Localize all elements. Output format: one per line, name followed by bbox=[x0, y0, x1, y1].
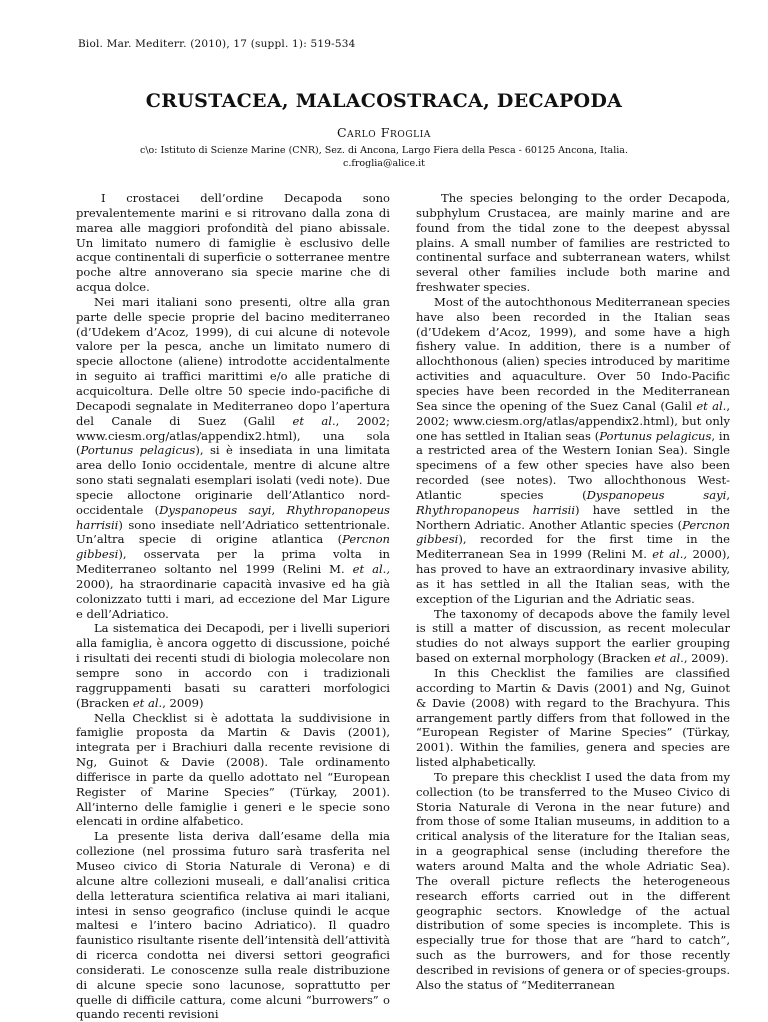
author-name: Carlo Froglia bbox=[336, 125, 432, 140]
italian-paragraph-3: La sistematica dei Decapodi, per i livelli superiori alla famiglia, è ancora oggetto di discussione, poiché i risultati dei recenti studi di biologia molecolare non sempre sono in accordo con i tradizionali raggruppamenti basati su caratteri morfologici (Bracken et al., 2009) bbox=[76, 621, 390, 710]
author-email[interactable]: c.froglia@alice.it bbox=[343, 158, 425, 169]
italian-paragraph-5: La presente lista deriva dall’esame della mia collezione (nel prossima futuro sarà trasferita nel Museo civico di Storia Naturale di Verona) e di alcune altre collezioni museali, e dall’analisi critica della letteratura scientifica relativa ai mari italiani, intesi in senso geografico (incluse quindi le acque maltesi e l’intero bacino Adriatico). Il quadro faunistico risultante risente dell’intensità dell’attività di ricerca condotta nei diversi settori geografici considerati. Le conoscenze sulla reale distribuzione di alcune specie sono lacunose, soprattutto per quelle di difficile cattura, come alcuni “burrowers” o quando recenti revisioni bbox=[76, 829, 390, 1022]
english-paragraph-3: The taxonomy of decapods above the family level is still a matter of discussion, as recent molecular studies do not always support the earlier grouping based on external morphology (Bracken et al., 2009). bbox=[416, 606, 730, 666]
journal-citation: Biol. Mar. Mediterr. (2010), 17 (suppl. 1): 519-534 bbox=[78, 38, 356, 50]
english-text-column bbox=[416, 191, 731, 992]
italian-paragraph-4: Nella Checklist si è adottata la suddivisione in famiglie proposta da Martin & Davis (2001), integrata per i Brachiuri dalla recente revisione di Ng, Guinot & Davie (2008). Tale ordinamento differisce in parte da quello adottato nel “European Register of Marine Species” (Türkay, 2001). All’interno delle famiglie i generi e le specie sono elencati in ordine alfabetico. bbox=[76, 710, 390, 829]
english-paragraph-1: The species belonging to the order Decapoda, subphylum Crustacea, are mainly marine and are found from the tidal zone to the deepest abyssal plains. A small number of families are restricted to continental surface and subterranean waters, whilst several other families include both marine and freshwater species. bbox=[416, 191, 730, 295]
affiliation bbox=[0, 144, 768, 170]
italian-paragraph-1: I crostacei dell’ordine Decapoda sono prevalentemente marini e si ritrovano dalla zona di marea alle maggiori profondità del piano abissale. Un limitato numero di famiglie è esclusivo delle acque continentali di superficie o sotterranee mentre poche altre annoverano sia specie marine che di acqua dolce. bbox=[76, 191, 390, 295]
english-paragraph-5: To prepare this checklist I used the data from my collection (to be transferred to the Museo Civico di Storia Naturale di Verona in the near future) and from those of some Italian museums, in addition to a critical analysis of the literature for the Italian seas, in a geographical sense (including therefore the waters around Malta and the whole Adriatic Sea). The overall picture reflects the heterogeneous research efforts carried out in the different geographic sectors. Knowledge of the actual distribution of some species is incomplete. This is especially true for those that are “hard to catch”, such as the burrowers, and for those recently described in revisions of genera or of species-groups. Also the status of “Mediterranean bbox=[416, 769, 730, 992]
english-paragraph-2: Most of the autochthonous Mediterranean species have also been recorded in the Italian seas (d’Udekem d’Acoz, 1999), and some have a high fishery value. In addition, there is a number of allochthonous (alien) species introduced by maritime activities and aquaculture. Over 50 Indo-Pacific species have been recorded in the Mediterranean Sea since the opening of the Suez Canal (Galil et al., 2002; www.ciesm.org/atlas/appendix2.html), but only one has settled in Italian seas (Portunus pelagicus, in a restricted area of the Western Ionian Sea). Single specimens of a few other species have also been recorded (see notes). Two allochthonous West-Atlantic species (Dyspanopeus sayi, Rhythropanopeus harrisii) have settled in the Northern Adriatic. Another Atlantic species (Percnon gibbesi), recorded for the first time in the Mediterranean Sea in 1999 (Relini M. et al., 2000), has proved to have an extraordinary invasive ability, as it has settled in all the Italian seas, with the exception of the Ligurian and the Adriatic seas. bbox=[416, 294, 731, 606]
article-title: CRUSTACEA, MALACOSTRACA, DECAPODA bbox=[145, 90, 623, 112]
affiliation-address: c\o: Istituto di Scienze Marine (CNR), Sez. di Ancona, Largo Fiera della Pesca - 60125 Ancona, Italia. bbox=[140, 145, 628, 156]
italian-text-column bbox=[76, 191, 390, 1022]
italian-paragraph-2: Nei mari italiani sono presenti, oltre alla gran parte delle specie proprie del bacino mediterraneo (d’Udekem d’Acoz, 1999), di cui alcune di notevole valore per la pesca, anche un limitato numero di specie alloctone (aliene) introdotte accidentalmente in seguito ai traffici marittimi e/o alle pratiche di acquicoltura. Delle oltre 50 specie indo-pacifiche di Decapodi segnalate in Mediterraneo dopo l’apertura del Canale di Suez (Galil et al., 2002; www.ciesm.org/atlas/appendix2.html), una sola (Portunus pelagicus), si è insediata in una limitata area dello Ionio occidentale, mentre di alcune altre sono stati segnalati esemplari isolati (vedi note). Due specie alloctone originarie dell’Atlantico nord-occidentale (Dyspanopeus sayi, Rhythropanopeus harrisii) sono insediate nell’Adriatico settentrionale. Un’altra specie di origine atlantica (Percnon gibbesi), osservata per la prima volta in Mediterraneo soltanto nel 1999 (Relini M. et al., 2000), ha straordinarie capacità invasive ed ha già colonizzato tutti i mari, ad eccezione del Mar Ligure e dell’Adriatico. bbox=[76, 294, 390, 621]
english-paragraph-4: In this Checklist the families are classified according to Martin & Davis (2001) and Ng, Guinot & Davie (2008) with regard to the Brachyura. This arrangement partly differs from that followed in the “European Register of Marine Species” (Türkay, 2001). Within the families, genera and species are listed alphabetically. bbox=[416, 666, 730, 770]
